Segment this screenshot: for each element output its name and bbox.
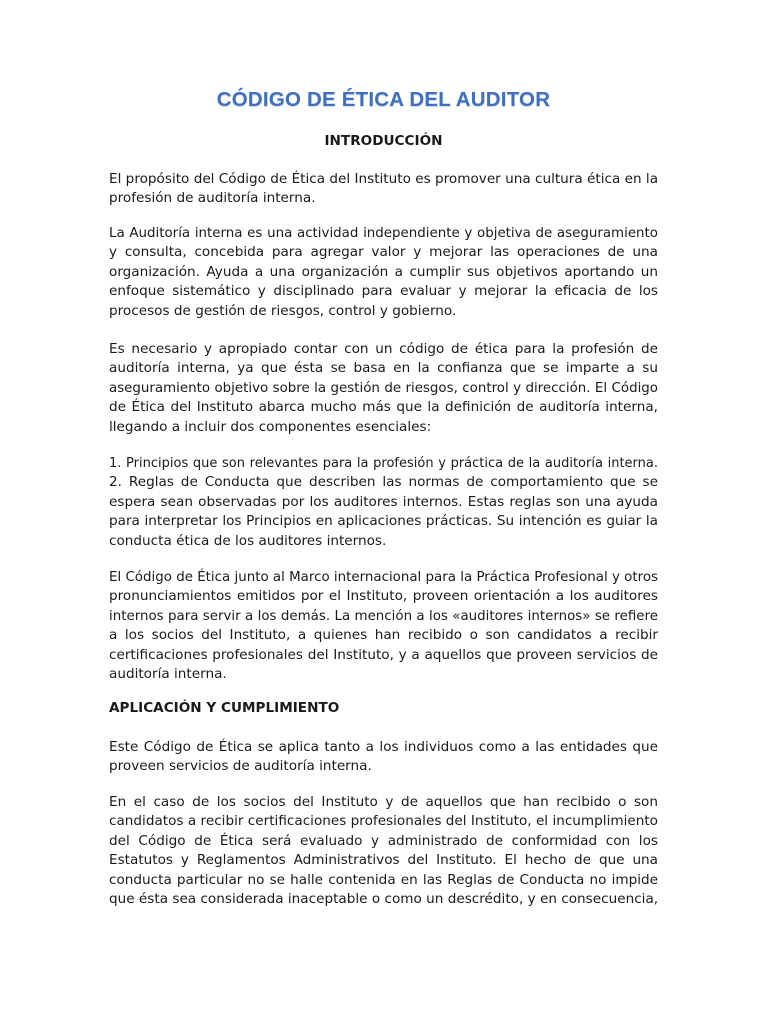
paragraph-line: certificaciones profesionales del Instituto, y a aquellos que proveen servicios de xyxy=(109,646,658,663)
paragraph-line: profesión de auditoría interna. xyxy=(109,190,316,207)
paragraph-line: organización. Ayuda a una organización a cumplir sus objetivos aportando un xyxy=(109,263,658,280)
list-item: 1. Principios que son relevantes para la profesión y práctica de la auditoría interna. xyxy=(109,456,658,471)
section-title-introduccion: INTRODUCCIÓN xyxy=(324,133,443,149)
document-title: CÓDIGO DE ÉTICA DEL AUDITOR xyxy=(216,88,551,111)
paragraph xyxy=(109,224,658,321)
list-item: 2. Reglas de Conducta que describen las normas de comportamiento que se xyxy=(109,474,658,491)
paragraph-line: pronunciamientos emitidos por el Instituto, proveen orientación a los auditores xyxy=(109,588,658,605)
paragraph-line: a los socios del Instituto, a quienes han recibido o son candidatos a recibir xyxy=(109,627,658,644)
paragraph-line: y consulta, concebida para agregar valor y mejorar las operaciones de una xyxy=(109,244,658,261)
paragraph-line: conducta particular no se halle contenida en las Reglas de Conducta no impide xyxy=(109,871,658,888)
paragraph-line: enfoque sistemático y disciplinado para evaluar y mejorar la eficacia de los xyxy=(109,283,658,300)
paragraph-line: para interpretar los Principios en aplicaciones prácticas. Su intención es guiar la xyxy=(109,513,658,530)
paragraph-line: Es necesario y apropiado contar con un código de ética para la profesión de xyxy=(109,341,658,357)
paragraph-line: aseguramiento objetivo sobre la gestión de riesgos, control y dirección. El Código xyxy=(109,380,658,396)
paragraph-line: llegando a incluir dos componentes esenciales: xyxy=(109,418,432,435)
paragraph-line: procesos de gestión de riesgos, control y gobierno. xyxy=(109,302,457,319)
paragraph-line: que ésta sea considerada inaceptable o como un descrédito, y en consecuencia, xyxy=(109,890,659,907)
paragraph-line: Este Código de Ética se aplica tanto a los individuos como a las entidades que xyxy=(109,739,658,755)
paragraph xyxy=(109,340,658,437)
paragraph-line: El propósito del Código de Ética del Instituto es promover una cultura ética en la xyxy=(109,171,659,187)
paragraph-list xyxy=(109,454,658,551)
paragraph-line: auditoría interna, ya que ésta se basa en la confianza que se imparte a su xyxy=(109,360,658,377)
paragraph-line: Estatutos y Reglamentos Administrativos del Instituto. El hecho de que una xyxy=(109,852,658,869)
paragraph-line: El Código de Ética junto al Marco internacional para la Práctica Profesional y otros xyxy=(109,570,658,585)
paragraph-line: de Ética del Instituto abarca mucho más que la definición de auditoría interna, xyxy=(109,399,658,416)
paragraph-line: conducta ética de los auditores internos. xyxy=(109,532,387,549)
paragraph xyxy=(109,568,658,684)
paragraph-line: proveen servicios de auditoría interna. xyxy=(109,758,372,775)
paragraph-line: En el caso de los socios del Instituto y de aquellos que han recibido o son xyxy=(109,794,658,810)
paragraph-line: candidatos a recibir certificaciones profesionales del Instituto, el incumplimiento xyxy=(109,813,658,830)
paragraph xyxy=(109,738,658,777)
paragraph xyxy=(109,793,658,909)
paragraph-line: espera sean observadas por los auditores internos. Estas reglas son una ayuda xyxy=(109,493,658,510)
paragraph-line: auditoría interna. xyxy=(109,665,227,682)
paragraph-line: del Código de Ética será evaluado y administrado de conformidad con los xyxy=(109,832,658,849)
paragraph-line: internos para servir a los demás. La mención a los «auditores internos» se refiere xyxy=(109,608,658,624)
paragraph xyxy=(109,170,658,209)
paragraph-line: La Auditoría interna es una actividad independiente y objetiva de aseguramiento xyxy=(109,226,658,241)
section-heading-aplicacion: APLICACIÓN Y CUMPLIMIENTO xyxy=(109,700,340,716)
